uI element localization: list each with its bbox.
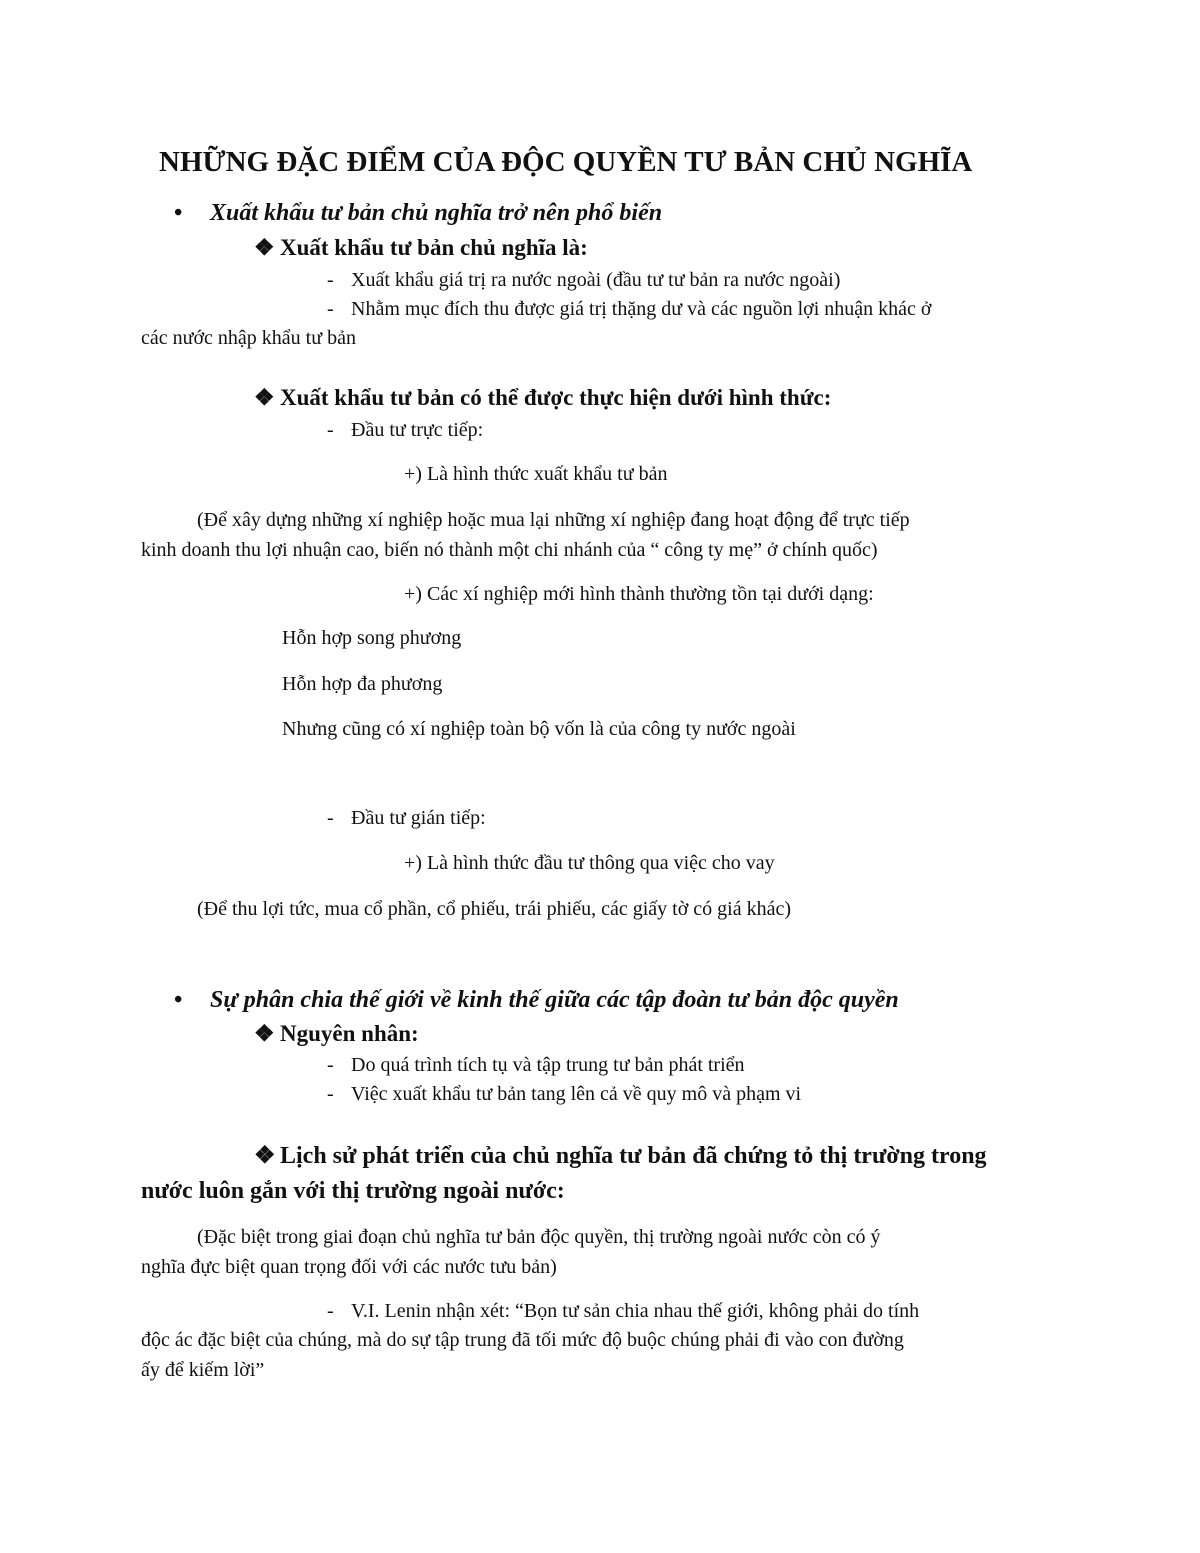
list-item-text: Đầu tư trực tiếp:: [351, 419, 484, 441]
section1-sub2-heading: [254, 384, 831, 412]
bullet-icon: •: [174, 987, 183, 1013]
quote-text: V.I. Lenin nhận xét: “Bọn tư sản chia nhau thế giới, không phải do tính: [351, 1300, 920, 1322]
list-item: [327, 297, 931, 321]
list-item-direct-investment: [327, 418, 483, 442]
section2-sub2-heading: [254, 1141, 987, 1171]
list-item-indirect-investment: [327, 806, 486, 830]
dash-bullet: -: [327, 807, 334, 829]
list-item: [327, 1053, 745, 1077]
section1-heading-text: Xuất khẩu tư bản chủ nghĩa trở nên phổ biến: [210, 200, 663, 226]
form-item: Nhưng cũng có xí nghiệp toàn bộ vốn là của công ty nước ngoài: [282, 718, 796, 740]
note-line: (Để xây dựng những xí nghiệp hoặc mua lại những xí nghiệp đang hoạt động để trực tiếp: [197, 509, 910, 531]
paragraph: +) Là hình thức đầu tư thông qua việc cho vay: [404, 852, 775, 874]
section1-heading: [174, 198, 662, 228]
dash-bullet: -: [327, 298, 334, 320]
section2-sub2-heading-text: Lịch sử phát triển của chủ nghĩa tư bản đã chứng tỏ thị trường trong: [280, 1143, 987, 1169]
diamond-bullet-icon: ❖: [254, 1021, 275, 1046]
bullet-icon: •: [174, 200, 183, 226]
diamond-bullet-icon: ❖: [254, 1143, 276, 1169]
dash-bullet: -: [327, 1083, 334, 1105]
form-item: Hỗn hợp song phương: [282, 627, 462, 649]
list-item-continuation: các nước nhập khẩu tư bản: [141, 327, 356, 349]
list-item-text: Do quá trình tích tụ và tập trung tư bản phát triển: [351, 1054, 745, 1076]
quote-item: [327, 1299, 919, 1323]
list-item-text: Việc xuất khẩu tư bản tang lên cả về quy mô và phạm vi: [351, 1083, 802, 1105]
dash-bullet: -: [327, 1054, 334, 1076]
section2-sub2-heading-continuation: nước luôn gắn với thị trường ngoài nước:: [141, 1178, 565, 1204]
list-item-text: Đầu tư gián tiếp:: [351, 807, 486, 829]
diamond-bullet-icon: ❖: [254, 385, 275, 410]
list-item-text: Nhằm mục đích thu được giá trị thặng dư và các nguồn lợi nhuận khác ở: [351, 298, 932, 320]
note-line: (Đặc biệt trong giai đoạn chủ nghĩa tư bản độc quyền, thị trường ngoài nước còn có ý: [197, 1226, 881, 1248]
quote-continuation: độc ác đặc biệt của chúng, mà do sự tập trung đã tối mức độ buộc chúng phải đi vào con đường: [141, 1329, 904, 1351]
diamond-bullet-icon: ❖: [254, 235, 275, 260]
form-item: Hỗn hợp đa phương: [282, 673, 443, 695]
section2-heading: [174, 985, 899, 1015]
section2-sub1-heading: [254, 1020, 419, 1048]
list-item: [327, 268, 840, 292]
section1-sub1-heading-text: Xuất khẩu tư bản chủ nghĩa là:: [280, 235, 588, 260]
paragraph: +) Là hình thức xuất khẩu tư bản: [404, 463, 668, 485]
section1-sub1-heading: [254, 234, 588, 262]
section2-sub1-heading-text: Nguyên nhân:: [280, 1021, 419, 1046]
section1-sub2-heading-text: Xuất khẩu tư bản có thể được thực hiện dưới hình thức:: [280, 385, 832, 410]
quote-continuation: ấy để kiếm lời”: [141, 1359, 265, 1381]
note-line: kinh doanh thu lợi nhuận cao, biến nó thành một chi nhánh của “ công ty mẹ” ở chính quốc): [141, 539, 878, 561]
list-item-text: Xuất khẩu giá trị ra nước ngoài (đầu tư tư bản ra nước ngoài): [351, 269, 841, 291]
section2-heading-text: Sự phân chia thế giới về kinh thế giữa các tập đoàn tư bản độc quyền: [210, 987, 899, 1013]
page-title: NHỮNG ĐẶC ĐIỂM CỦA ĐỘC QUYỀN TƯ BẢN CHỦ NGHĨA: [159, 146, 973, 178]
dash-bullet: -: [327, 269, 334, 291]
note-line: (Để thu lợi tức, mua cổ phần, cổ phiếu, trái phiếu, các giấy tờ có giá khác): [197, 898, 792, 920]
list-item: [327, 1082, 801, 1106]
note-line: nghĩa đực biệt quan trọng đối với các nước tưu bản): [141, 1256, 557, 1278]
paragraph: +) Các xí nghiệp mới hình thành thường tồn tại dưới dạng:: [404, 583, 874, 605]
dash-bullet: -: [327, 419, 334, 441]
dash-bullet: -: [327, 1300, 334, 1322]
